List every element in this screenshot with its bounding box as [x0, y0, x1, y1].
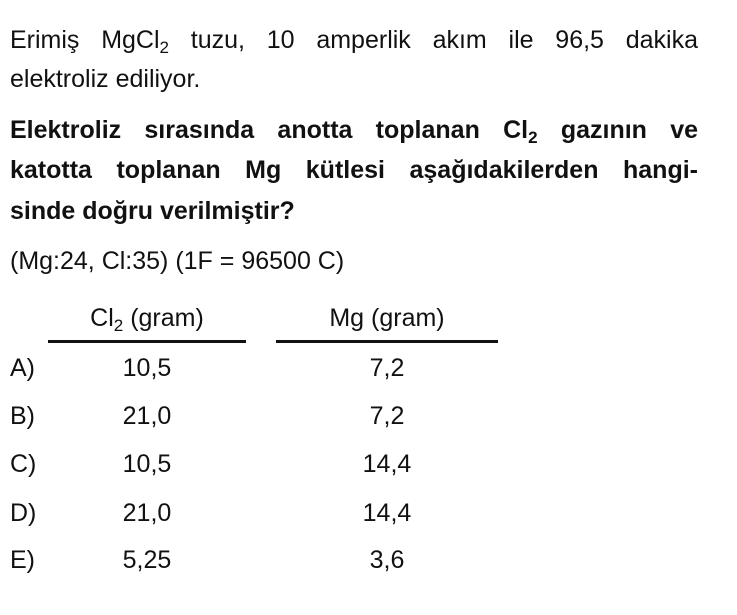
- option-row-c[interactable]: [0, 449, 737, 479]
- column-header-cl2-post: (gram): [123, 304, 204, 332]
- option-row-b[interactable]: [0, 401, 737, 431]
- question-line-3: sinde doğru verilmiştir?: [10, 197, 295, 225]
- question-line-1: [10, 115, 698, 145]
- question-line-1-pre: Elektroliz sırasında anotta toplanan Cl: [10, 116, 529, 144]
- intro-line-1-pre: Erimiş MgCl: [10, 26, 160, 54]
- option-cl2-value: 10,5: [122, 354, 172, 382]
- question-line-1-post: gazının ve: [537, 116, 699, 144]
- question-line-2: katotta toplanan Mg kütlesi aşağıdakilerden hangi-: [10, 156, 698, 184]
- option-cl2-value: 10,5: [122, 450, 172, 478]
- column-header-cl2-subscript: 2: [113, 315, 124, 335]
- option-row-a[interactable]: [0, 353, 737, 383]
- option-row-e[interactable]: [0, 545, 737, 575]
- column-rule-mg: [276, 340, 498, 343]
- option-mg-value: 14,4: [362, 450, 412, 478]
- column-header-mg: Mg (gram): [329, 304, 445, 332]
- column-header-cl2: [48, 303, 246, 333]
- option-cl2-value: 21,0: [122, 499, 172, 527]
- option-letter: C): [10, 450, 37, 478]
- option-mg-value: 14,4: [362, 499, 412, 527]
- column-rule-cl2: [48, 340, 246, 343]
- question-line-1-subscript: 2: [528, 127, 538, 147]
- option-row-d[interactable]: [0, 498, 737, 528]
- option-mg-value: 7,2: [369, 354, 405, 382]
- option-cl2-value: 5,25: [122, 546, 172, 574]
- intro-line-2: elektroliz ediliyor.: [10, 65, 201, 93]
- option-letter: E): [10, 546, 35, 574]
- option-mg-value: 3,6: [369, 546, 405, 574]
- column-header-cl2-pre: Cl: [90, 304, 114, 332]
- intro-line-1: [10, 25, 698, 55]
- intro-line-1-post: tuzu, 10 amperlik akım ile 96,5 dakika: [169, 26, 698, 54]
- intro-line-1-subscript: 2: [159, 37, 170, 57]
- given-constants: (Mg:24, Cl:35) (1F = 96500 C): [10, 247, 345, 275]
- option-cl2-value: 21,0: [122, 402, 172, 430]
- option-letter: B): [10, 402, 35, 430]
- option-letter: D): [10, 499, 37, 527]
- option-mg-value: 7,2: [369, 402, 405, 430]
- option-letter: A): [10, 354, 35, 382]
